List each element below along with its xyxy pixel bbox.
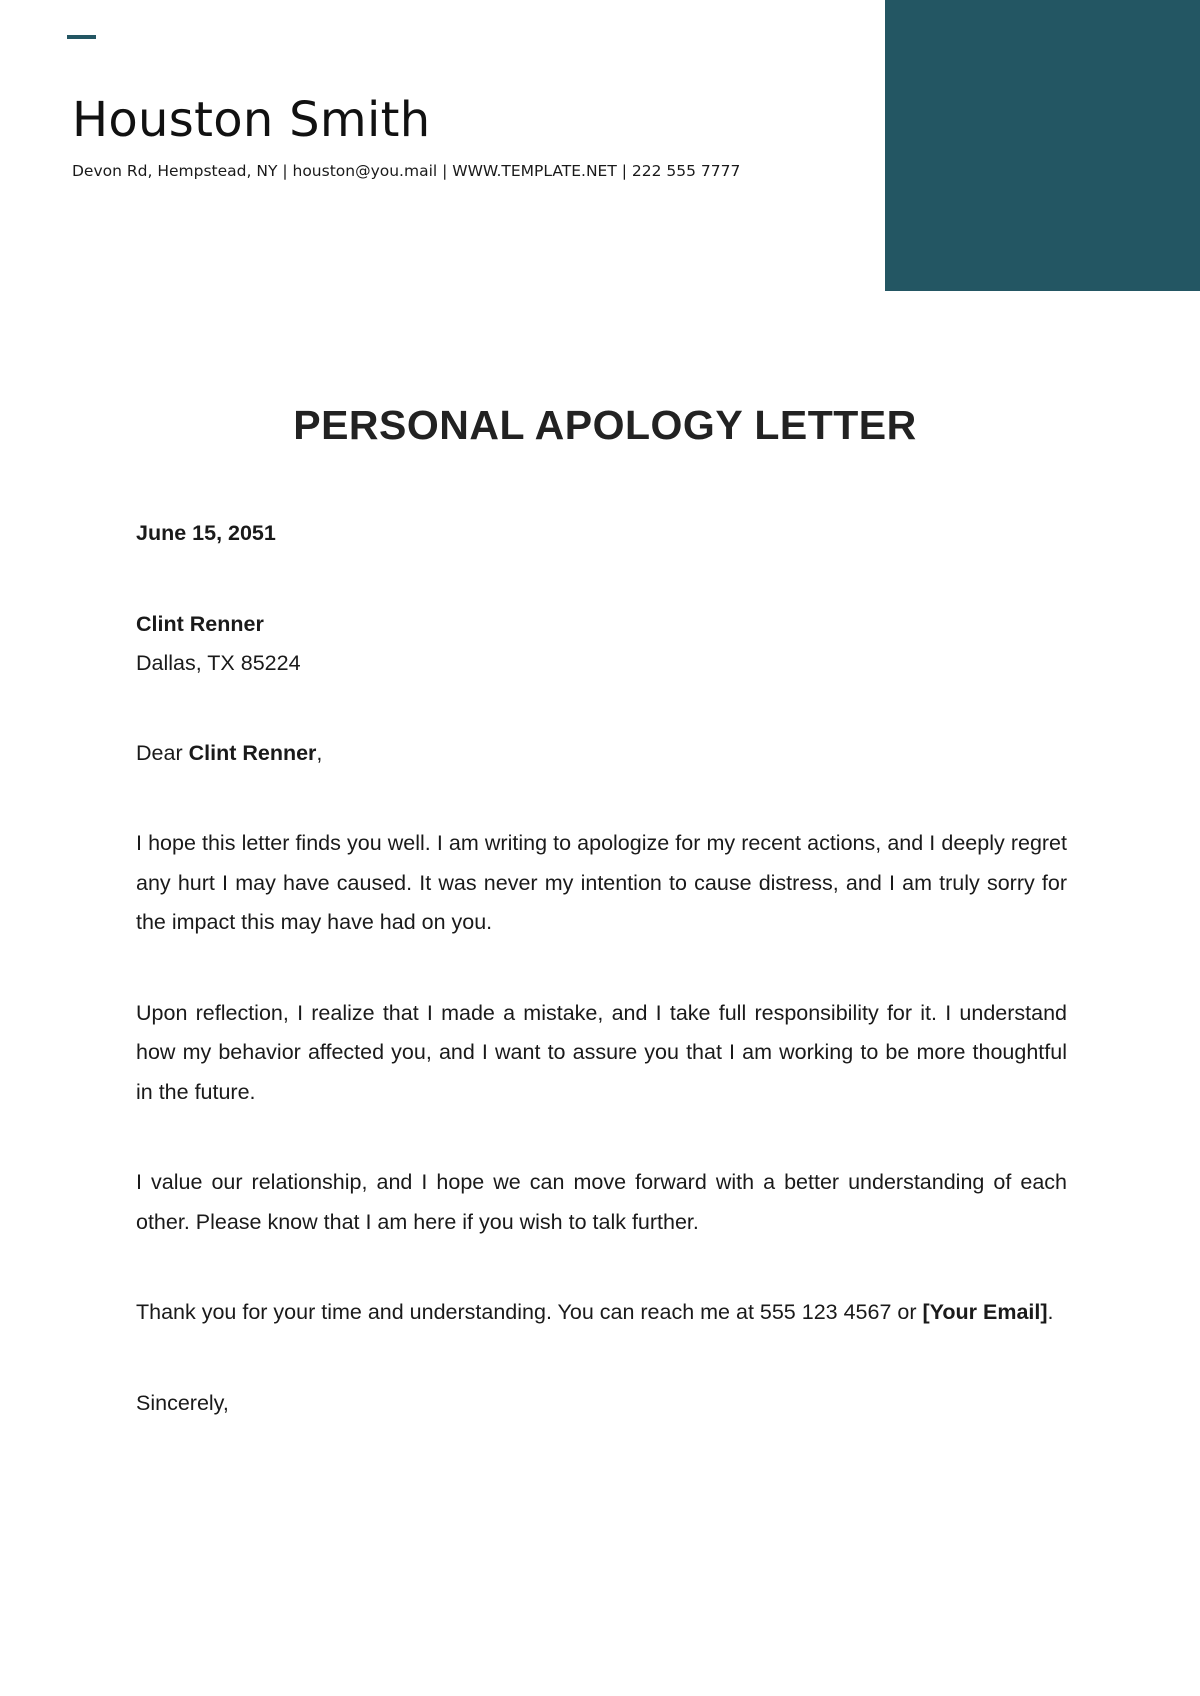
sender-name: Houston Smith — [72, 92, 431, 148]
corner-color-block — [885, 0, 1200, 291]
email-placeholder: [Your Email] — [922, 1300, 1048, 1324]
salutation — [136, 734, 1067, 774]
recipient-name: Clint Renner — [136, 611, 264, 636]
letter-body — [136, 514, 1067, 1423]
salutation-name: Clint Renner — [188, 740, 317, 765]
body-paragraph-3: I value our relationship, and I hope we can move forward with a better understanding of each other. Please know that I am here if you wish to talk further. — [136, 1170, 1067, 1234]
closing-paragraph — [136, 1293, 1067, 1333]
salutation-greeting: Dear — [136, 740, 183, 765]
closing-text: Thank you for your time and understanding. You can reach me at 555 123 4567 or — [136, 1300, 917, 1324]
body-paragraph-1: I hope this letter finds you well. I am writing to apologize for my recent actions, and I deeply regret any hurt I may have caused. It was never my intention to cause distress, and I am truly sorry for the impact this may have had on you. — [136, 831, 1067, 934]
recipient-address: Dallas, TX 85224 — [136, 651, 301, 675]
closing-end: . — [1047, 1300, 1054, 1324]
accent-dash — [67, 35, 96, 39]
letter-title: PERSONAL APOLOGY LETTER — [293, 402, 917, 448]
salutation-punctuation: , — [316, 740, 323, 765]
letter-date: June 15, 2051 — [136, 521, 276, 545]
sign-off: Sincerely, — [136, 1390, 229, 1415]
body-paragraph-2: Upon reflection, I realize that I made a mistake, and I take full responsibility for it. I understand how my behavior affected you, and I want to assure you that I am working to be more thoughtful in the future. — [136, 1000, 1067, 1104]
sender-contact-line: Devon Rd, Hempstead, NY | houston@you.mail | WWW.TEMPLATE.NET | 222 555 7777 — [72, 162, 741, 180]
